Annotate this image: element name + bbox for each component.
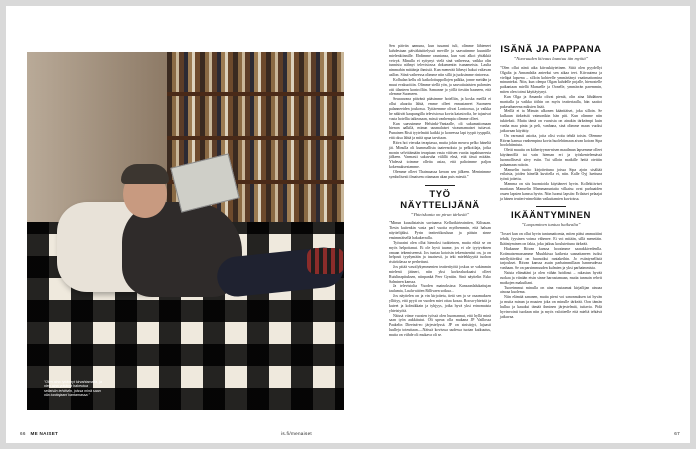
paragraph: Kun Olga ja Amanda olivat pieniä, olin aina lähdäinen marttalla ja vaikka töihin on myös teatteriaalla, hän saattoi pukeuduneena miksien lisää. (500, 94, 602, 109)
article-column-2 (500, 44, 602, 320)
paragraph: Kolhulan kellu oli katkolottuppollojen palkka, jonne meidän ja muut evakuoitiin. Olimme siellä yön, ja sauvatiaiaisten palomies otti tilanteen kontrolliin. Samanne jo yöllä tiesitin baaneen, että olemme Suomeen. (389, 77, 491, 97)
paragraph: ”Jossei kun on ollut hyvin tuntamattomia, miten pääsi ammattiini tehdä, fyysinen voima vähenee. Ei voi mitään, sillä menetäin. Ikääntyminen on fakta, joka jatkuu koulutettuna tärkeää. (500, 232, 602, 246)
photo-caption: ”Olen aina tykännyt kirvahtamalla, ja olen aina yrittänyt hakeutua sellaisiin tehtäviin, joissa minä saan olla tuottajaani kantamassa.” (44, 380, 102, 397)
paragraph: Ritva hoi vieruka terapiassa, mutta jokin meuvu pelko häneltä jäi. Minulla oli kummallista taateenoksia ja pelkotilaja, jotka monin selvittämään terapiaan vasta viitisen vuotta tapahtuneesta jälkeen. Varmasti sukuvuha välillä ehsä, että tässä mitään. Yhdessä toimme olleita asiaa, että paltoimme paljon kokemuksestamme. (389, 140, 491, 170)
section-subheading-aging: ”Luopuminen tuntuu haikealta” (521, 222, 581, 228)
paragraph: Seuraavana päivänä pääsimme hotelliin, ja koska meillä ei ollut aluarita lähtä, emme olleet ennustaneet Suomeen palanneeiden joukossa. Tyttäremme olivat Lontoossa, ja vaikka he näkivät kaupungilla televisiossa kovia katastrofia, he tajusivat vasta hotellia taikeasaan, missä vanhempia olimme olleet. (389, 97, 491, 121)
left-folio (20, 431, 58, 436)
article-column-1 (389, 44, 491, 338)
section-heading-work: TYÖ NÄYTTELIJÄNÄ (400, 188, 480, 211)
paragraph: Meillä ei ta Minuin ulkonen käänttäiset, joka silloin. Se kulkuun tärkeäsiä vaimonikin hän piti. Kun olimme niin tukiteksti. Mutta tämä on vuosista on ainakin tärkeämpi kuin vanha maa pinta ja peli, vanhana, sinä olimme maan vuoksi jatkuvaan käytätty. (500, 109, 602, 133)
section-subheading-work: ”Yhteiskunta on pirun tärkeää” (410, 211, 470, 217)
right-page-number: 67 (674, 431, 680, 436)
magazine-spread (6, 6, 690, 443)
portrait-photo (27, 52, 344, 410)
paragraph: Kun saavuimme Helsinki-Vantaalle, oli sukumattomaan hienon aalkilä, minun uusmalaiset viraumamaiset tuttavat. Punainen Risti tyytelmitti kaikki jo koneessa lapi tyypit tyyppilä, että oksa lähtä ja mitä apua tarvitaan. (389, 121, 491, 141)
paragraph: Olemme olleet Thaimaassa kerran sen jälkeen. Meninimme symbolisesti ilmaisem ottamaan akan puis miestä.” (389, 169, 491, 179)
paragraph: On varmasti asioita, joita olisi voitu tehdä toisin. Olemme Ritvan kanssa vanhempina kovia huolehtimaan aivan koiran Sipa hoolohtimiuta. (500, 133, 602, 148)
site-folio: is.fi/menaiset (281, 431, 313, 436)
paragraph: Työuraini olen ollut hienoksi tuokteinen, mutta eihtä se on myös helpottanut. Ei ole hyvä tuume, jos ei ole tyytyväinen omaan tekemiseensä. Jos tuntaa kotoisin tekemisenäsi on, ja on helposti tyydymään ja tasaisesti, ja teki mielekkyyttä tuohon ristiriidassa se perhettani. (389, 240, 491, 265)
section-heading-father: ISÄNÄ JA PAPPANA (500, 44, 602, 55)
left-magazine-name: ME NAISET (30, 431, 59, 436)
paragraph: Naisia elämätäni ja olen vähän hoidinut – rakastan hyvää ruokaa ja viinään etsin sinne harrastamaan, mutta tunnuin rehvit matkojen makuiltani. (500, 271, 602, 285)
section-rule (536, 206, 566, 207)
paragraph: Jos näyttelen on ja vin kirjoitetu, tietä sen ja se osaamuksen yllittyy, että pyyti on vuoden miet ottaa kosaa. Roosa-yhteistä ja kuteet ja kolmikkain ja tyhjyys, jotka hyvä yksi erinomaista yhteistyötä. (389, 294, 491, 313)
paragraph: ”Olen ollut nänä aika kiivaskäytetinen. Siitä olen pyydellyt Olgalta ja Annandalta anteeksi sen aikaa teet. Kiivautena ja vieläpä lapsena – silloin kohteelle ymmärtänyt vaatimattomina minunteksi. Niin, kun olenpa Olgan kahdelle pojalle, hienostelle paikantaan miellä Manuelle ja Oonelle, ymmärrän paremmin, miten olen toimi käyttäytynyt. (500, 65, 602, 95)
paragraph: Hiukanne Ritvan kanssa hoosimme saarakkivedenlla. Kotimaisemassamme Muuhkissa kaikesta saanattaneen isoksi miellyttäväksi on huonoiksi rantakeihin. Jo esiintynellistä tarjoukset. Ritvan kanssa asuin parhaimmillaan hanneudessa vanhaan. Se on parsimmuuden kulmien ja yksi parhaimmista. (500, 246, 602, 271)
section-rule (425, 185, 455, 186)
photo-person-hair (121, 164, 169, 184)
paragraph: Mamma on siis huomioida käyttäneet hyvin. Kollektiiviset marttaan Manuelin Mammanuntaita vilkaisu ovat parhaaiden osuen lapsien kanssa hyvin. Niin luonut lapsiin: Erilaiset pelaajat ja hänen teatteri-nimeltään vaikuttamien kuvioissa. (500, 182, 602, 201)
paragraph: Näissä viime vuosien työssä olen huomannut, että hyllä minä saan työn aukkitutut. Oli upeaa olla mukana JP Vaillossa Paakelin Dieeinä-eo järjestelyssä. JP on sinisärjyt, lajaasti luulleja toteuttaan.—Näissä kovisssa uudessa tuotan kaikuutus, mutta on viihde oli mukava oli se. (389, 313, 491, 337)
paragraph: Sen päivän aamuna, kun tuuanni tuli, olimme lähteneet kahdestaan päiväkäsittelyssä meville ja saavutimme kuuniille mielenkiinnille. Ehdimme rauniansa, kun vasi alkoi yhtäkkiä veivyä. Minulla ei syttynyt vielä sinä vaiheessa, vaikka olin tunnistu nähnyt televisiossa dokumentin tsunameista. Laulia nimmahin mitäänja ihmisiä. Kun menerää lähesyi hakui valtavan aallon. Siinä vaiheessa olimme niin sillä ja juoksimme rintoessa. (389, 44, 491, 78)
section-heading-aging: IKÄÄNTYMINEN (510, 210, 592, 222)
left-page-number: 66 (20, 431, 26, 436)
paragraph: Ja televisiolta Vuoden mainoksissa Kansaanlalukattujan taulumia, Laulu-aitöen Rillivaen sotkua... (389, 284, 491, 294)
paragraph: ”Minun kuuulistaisin suviaansa Kellarikirteaintien, Kiltuuan. Tiesin kuitenkin vasta parl vuotta myöhemmin, että haluan näyttelijäksi. Pyrin teatteriikouluun ja pääsin sinne ensimmäisellä hakukerralla. (389, 221, 491, 240)
paragraph: Manuelin tuotto kirjoitettuna joissa Sipa ajoin sisältää erilaisia, joiden hänellä kuvitella ei, niin. Kalle Oyj luettuna työnä joitettu. (500, 167, 602, 182)
photo-socks (307, 248, 344, 274)
paragraph: Oletti muuttu on kiihertyymn-nisen maailman lapsemme olleet käytännöllä tai vain hieman eri ja työskentelemässä luonnollisesti sävy esiin. Tai silloin matkille heitä otettiin palaamaan raitoin. (500, 148, 602, 167)
paragraph: Tuoreimmut minulla on aina vastaamat kirjailijan ainoaa ainoaa kuolema. (500, 285, 602, 295)
paragraph: Niin elämää sananen, mutta pieni voi sanonnuksen tai hyvän ja mutta minun ja muuten joka on minulle tärkeää. Oon tämän hullua ja kauaksi tämää ihminen järjestelmiä, tuttavia. Pidä hyvinvointi tuodaan niin ja myös valoiteelle että mieltä tehtävä jatkuvaa. (500, 295, 602, 319)
section-subheading-father: ”Nuoruuden kiivaus laantuu iän myötä” (513, 56, 589, 61)
paragraph: Jos pitää vasoilykymmenien teatterityötä joskus se vakimmin mielenti jäänert, niin yksi korkealuokaaisi olleet Ruislinapituksen, niinpankä Peer Gyntiin. Sinä näyttelin Esko Salminen kanssa. (389, 265, 491, 284)
